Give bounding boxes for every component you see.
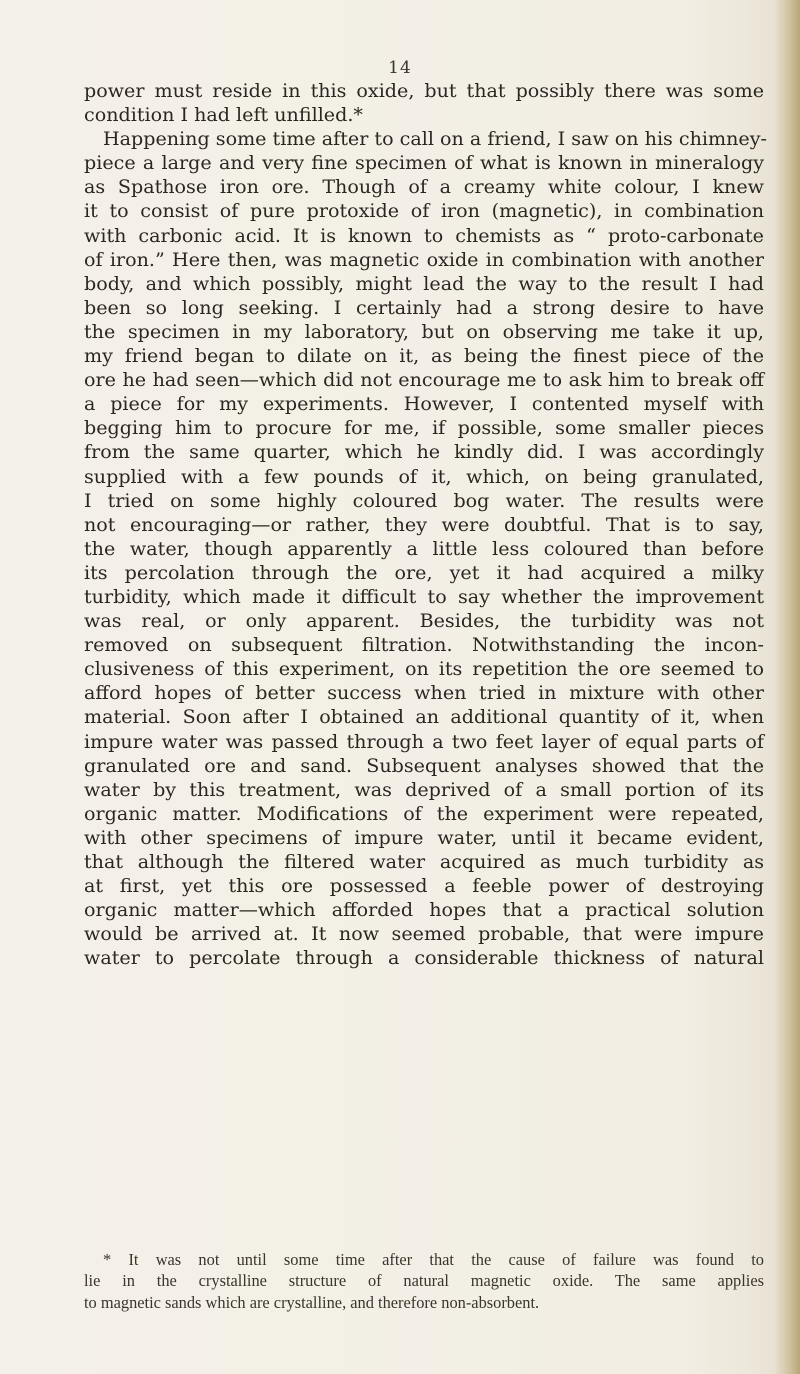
text-line: body, and which possibly, might lead the way to the result I had [84,271,764,295]
text-line: turbidity, which made it difficult to say whether the improvement [84,584,764,608]
text-line: organic matter—which afforded hopes that a practical solution [84,898,764,922]
text-line: a piece for my experiments. However, I contented myself with [84,392,764,416]
footnote-line: to magnetic sands which are crystalline, and therefore non-absorbent. [84,1292,540,1312]
text-line: begging him to procure for me, if possible, some smaller pieces [84,416,764,440]
text-line: I tried on some highly coloured bog water. The results were [84,488,764,512]
text-line: impure water was passed through a two feet layer of equal parts of [84,729,764,753]
text-line: as Spathose iron ore. Though of a creamy white colour, I knew [84,175,764,199]
text-line: its percolation through the ore, yet it had acquired a milky [84,560,764,584]
footnote [84,1249,764,1313]
paragraph [84,127,767,970]
text-line: granulated ore and sand. Subsequent analyses showed that the [84,753,764,777]
text-line: the specimen in my laboratory, but on observing me take it up, [84,319,764,343]
paragraph [84,79,764,127]
text-line: with other specimens of impure water, until it became evident, [84,825,764,849]
text-line: with carbonic acid. It is known to chemists as “ proto-carbonate [84,223,764,247]
text-line: water by this treatment, was deprived of a small portion of its [84,777,764,801]
text-line: organic matter. Modifications of the experiment were repeated, [84,801,764,825]
text-line: piece a large and very fine specimen of what is known in mineralogy [84,151,764,175]
text-line: material. Soon after I obtained an additional quantity of it, when [84,705,764,729]
page-edge-shadow [774,0,800,1374]
text-line: from the same quarter, which he kindly did. I was accordingly [84,440,764,464]
text-line: my friend began to dilate on it, as being the finest piece of the [84,344,764,368]
text-line: water to percolate through a considerable thickness of natural [84,946,764,970]
body-text [84,79,767,970]
text-line: condition I had left unfilled.* [84,103,363,127]
footnote-line: lie in the crystalline structure of natural magnetic oxide. The same applies [84,1271,764,1291]
text-line: at first, yet this ore possessed a feeble power of destroying [84,874,764,898]
text-line: that although the filtered water acquired as much turbidity as [84,850,764,873]
text-line: was real, or only apparent. Besides, the turbidity was not [84,609,764,633]
text-line: the water, though apparently a little less coloured than before [84,536,764,560]
text-line: removed on subsequent filtration. Notwithstanding the incon- [84,633,764,657]
text-line: of iron.” Here then, was magnetic oxide in combination with another [84,247,764,271]
page-number: 14 [388,58,412,78]
text-line: clusiveness of this experiment, on its repetition the ore seemed to [84,657,764,681]
footnote-line: * It was not until some time after that the cause of failure was found to [103,1250,764,1269]
text-line: it to consist of pure protoxide of iron (magnetic), in combination [84,199,764,223]
text-line: supplied with a few pounds of it, which, on being granulated, [84,464,764,488]
text-line: afford hopes of better success when tried in mixture with other [84,681,764,705]
text-line: ore he had seen—which did not encourage me to ask him to break off [84,368,764,392]
text-line: Happening some time after to call on a friend, I saw on his chimney- [103,127,767,151]
text-line: not encouraging—or rather, they were doubtful. That is to say, [84,512,764,536]
text-line: power must reside in this oxide, but that possibly there was some [84,79,764,102]
text-line: would be arrived at. It now seemed probable, that were impure [84,922,764,946]
text-line: been so long seeking. I certainly had a strong desire to have [84,295,764,319]
